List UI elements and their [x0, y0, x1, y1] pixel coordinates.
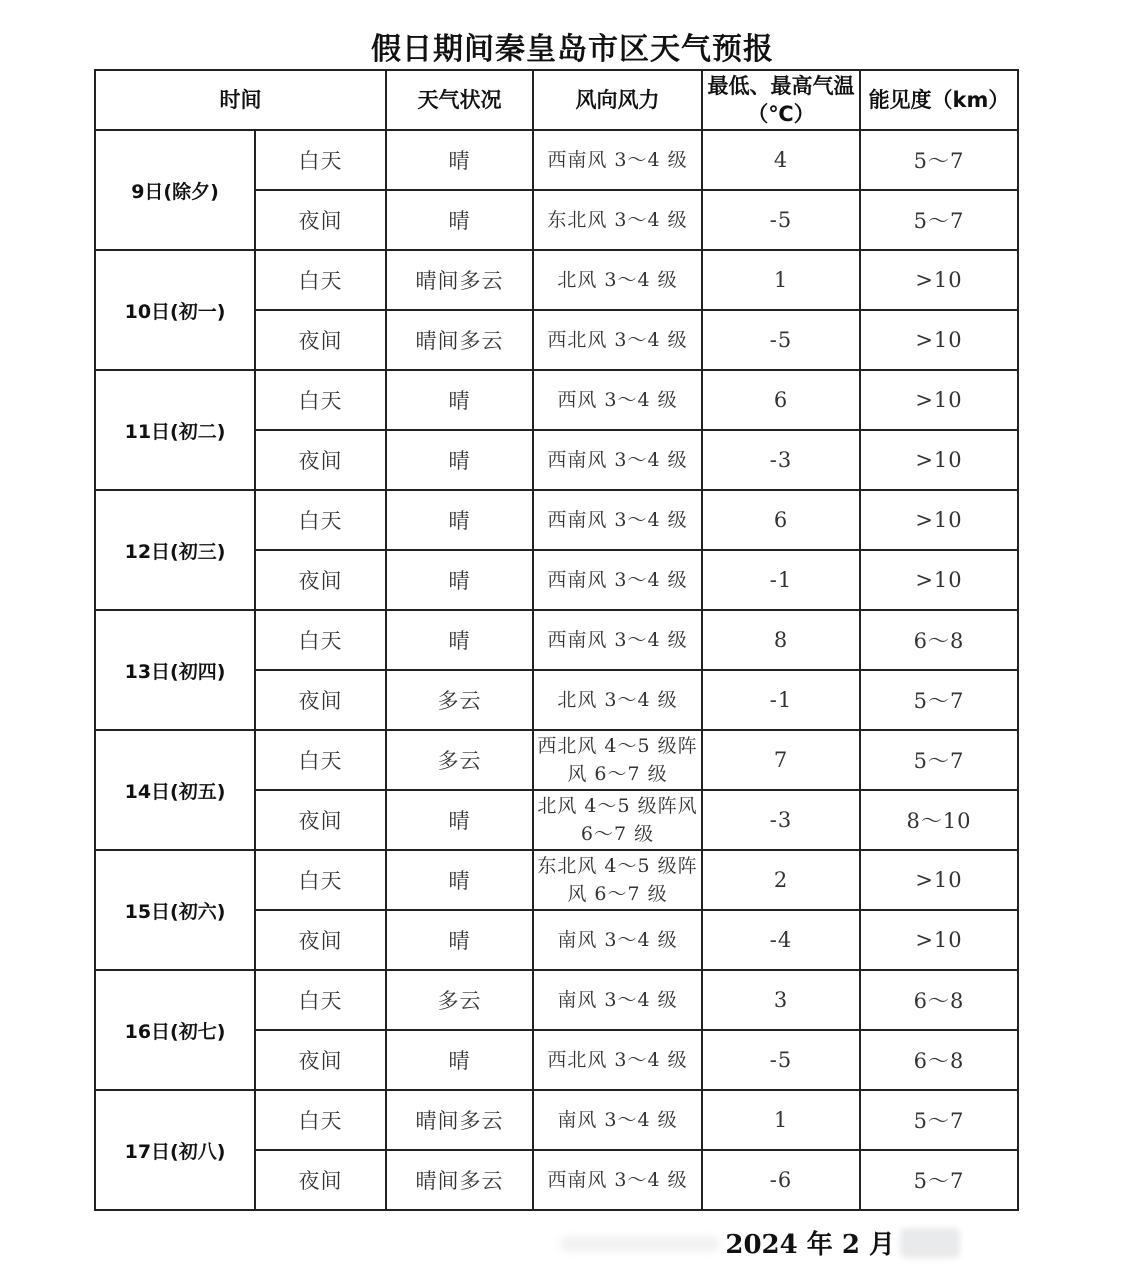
temp-cell: 8	[702, 610, 860, 670]
temp-cell: 4	[702, 130, 860, 190]
table-row	[95, 850, 1018, 910]
visibility-cell: 5～7	[860, 670, 1018, 730]
period-cell: 夜间	[255, 430, 386, 490]
table-row	[95, 730, 1018, 790]
table-row	[95, 250, 1018, 310]
weather-cell: 晴	[386, 610, 533, 670]
weather-cell: 多云	[386, 670, 533, 730]
visibility-cell: >10	[860, 850, 1018, 910]
temp-cell: -5	[702, 190, 860, 250]
table-row	[95, 130, 1018, 190]
header-wind: 风向风力	[533, 70, 702, 130]
visibility-cell: >10	[860, 910, 1018, 970]
period-cell: 夜间	[255, 1030, 386, 1090]
date-cell: 11日(初二)	[95, 370, 255, 490]
visibility-cell: 6～8	[860, 970, 1018, 1030]
period-cell: 夜间	[255, 910, 386, 970]
period-cell: 白天	[255, 610, 386, 670]
period-cell: 夜间	[255, 550, 386, 610]
table-row	[95, 1090, 1018, 1150]
visibility-cell: 6～8	[860, 1030, 1018, 1090]
wind-cell: 西南风 3～4 级	[533, 550, 702, 610]
wind-cell: 西南风 3～4 级	[533, 430, 702, 490]
weather-cell: 晴	[386, 130, 533, 190]
wind-cell: 北风 4～5 级阵风 6～7 级	[533, 790, 702, 850]
wind-cell: 西南风 3～4 级	[533, 1150, 702, 1210]
visibility-cell: >10	[860, 250, 1018, 310]
visibility-cell: >10	[860, 550, 1018, 610]
period-cell: 夜间	[255, 1150, 386, 1210]
period-cell: 白天	[255, 490, 386, 550]
period-cell: 白天	[255, 850, 386, 910]
weather-cell: 晴	[386, 790, 533, 850]
visibility-cell: 5～7	[860, 190, 1018, 250]
weather-cell: 晴	[386, 850, 533, 910]
weather-cell: 晴	[386, 1030, 533, 1090]
temp-cell: 6	[702, 490, 860, 550]
visibility-cell: >10	[860, 310, 1018, 370]
date-cell: 14日(初五)	[95, 730, 255, 850]
period-cell: 夜间	[255, 670, 386, 730]
period-cell: 夜间	[255, 190, 386, 250]
temp-cell: 7	[702, 730, 860, 790]
temp-cell: -6	[702, 1150, 860, 1210]
header-weather: 天气状况	[386, 70, 533, 130]
date-cell: 12日(初三)	[95, 490, 255, 610]
temp-cell: -1	[702, 550, 860, 610]
table-row	[95, 490, 1018, 550]
weather-cell: 晴	[386, 550, 533, 610]
temp-cell: -3	[702, 790, 860, 850]
wind-cell: 西南风 3～4 级	[533, 130, 702, 190]
weather-cell: 晴	[386, 190, 533, 250]
wind-cell: 北风 3～4 级	[533, 670, 702, 730]
wind-cell: 西南风 3～4 级	[533, 490, 702, 550]
wind-cell: 西北风 4～5 级阵风 6～7 级	[533, 730, 702, 790]
wind-cell: 西北风 3～4 级	[533, 1030, 702, 1090]
page-title: 假日期间秦皇岛市区天气预报	[371, 32, 774, 67]
wind-cell: 南风 3～4 级	[533, 1090, 702, 1150]
footer-blur-left	[560, 1236, 720, 1252]
header-time: 时间	[95, 70, 386, 130]
footer-blur-right	[900, 1228, 960, 1258]
weather-cell: 晴间多云	[386, 250, 533, 310]
period-cell: 夜间	[255, 790, 386, 850]
temp-cell: -1	[702, 670, 860, 730]
issue-date: 2024 年 2 月	[725, 1230, 895, 1260]
header-temp: 最低、最高气温（℃）	[702, 70, 860, 130]
table-row	[95, 370, 1018, 430]
temp-cell: -3	[702, 430, 860, 490]
wind-cell: 东北风 3～4 级	[533, 190, 702, 250]
weather-cell: 多云	[386, 970, 533, 1030]
period-cell: 白天	[255, 1090, 386, 1150]
visibility-cell: 5～7	[860, 1150, 1018, 1210]
header-visibility: 能见度（km）	[860, 70, 1018, 130]
wind-cell: 北风 3～4 级	[533, 250, 702, 310]
period-cell: 夜间	[255, 310, 386, 370]
visibility-cell: >10	[860, 430, 1018, 490]
temp-cell: -4	[702, 910, 860, 970]
temp-cell: -5	[702, 1030, 860, 1090]
period-cell: 白天	[255, 250, 386, 310]
temp-cell: 2	[702, 850, 860, 910]
period-cell: 白天	[255, 130, 386, 190]
wind-cell: 西北风 3～4 级	[533, 310, 702, 370]
temp-cell: 6	[702, 370, 860, 430]
temp-cell: 3	[702, 970, 860, 1030]
temp-cell: -5	[702, 310, 860, 370]
temp-cell: 1	[702, 250, 860, 310]
table-row	[95, 610, 1018, 670]
period-cell: 白天	[255, 970, 386, 1030]
date-cell: 10日(初一)	[95, 250, 255, 370]
date-cell: 9日(除夕)	[95, 130, 255, 250]
temp-cell: 1	[702, 1090, 860, 1150]
visibility-cell: 6～8	[860, 610, 1018, 670]
wind-cell: 西风 3～4 级	[533, 370, 702, 430]
visibility-cell: 5～7	[860, 130, 1018, 190]
forecast-table	[94, 69, 1019, 1211]
table-row	[95, 970, 1018, 1030]
visibility-cell: 5～7	[860, 730, 1018, 790]
visibility-cell: >10	[860, 490, 1018, 550]
wind-cell: 南风 3～4 级	[533, 970, 702, 1030]
period-cell: 白天	[255, 370, 386, 430]
header-row	[95, 70, 1018, 130]
visibility-cell: >10	[860, 370, 1018, 430]
weather-cell: 晴间多云	[386, 310, 533, 370]
date-cell: 17日(初八)	[95, 1090, 255, 1210]
weather-cell: 多云	[386, 730, 533, 790]
weather-cell: 晴	[386, 370, 533, 430]
weather-cell: 晴间多云	[386, 1090, 533, 1150]
wind-cell: 南风 3～4 级	[533, 910, 702, 970]
weather-cell: 晴	[386, 490, 533, 550]
visibility-cell: 8～10	[860, 790, 1018, 850]
weather-cell: 晴	[386, 430, 533, 490]
weather-cell: 晴间多云	[386, 1150, 533, 1210]
visibility-cell: 5～7	[860, 1090, 1018, 1150]
date-cell: 13日(初四)	[95, 610, 255, 730]
date-cell: 16日(初七)	[95, 970, 255, 1090]
wind-cell: 西南风 3～4 级	[533, 610, 702, 670]
weather-cell: 晴	[386, 910, 533, 970]
wind-cell: 东北风 4～5 级阵风 6～7 级	[533, 850, 702, 910]
forecast-body	[95, 130, 1018, 1210]
date-cell: 15日(初六)	[95, 850, 255, 970]
period-cell: 白天	[255, 730, 386, 790]
